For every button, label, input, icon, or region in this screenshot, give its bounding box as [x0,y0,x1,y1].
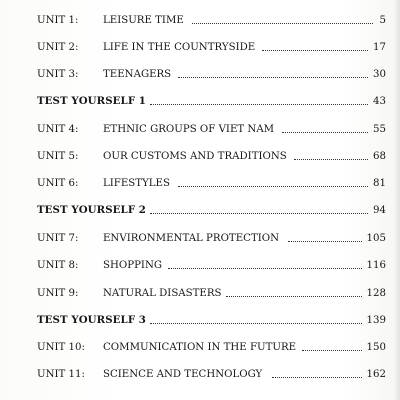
unit-title: SCIENCE AND TECHNOLOGY [103,369,263,380]
toc-entry[interactable] [0,231,400,246]
toc-entry[interactable] [0,286,400,301]
unit-number: UNIT 5: [37,151,79,162]
toc-entry-test[interactable] [0,203,400,218]
unit-title: LIFE IN THE COUNTRYSIDE [103,42,256,53]
page-number: 150 [366,342,386,353]
unit-title: LIFESTYLES [103,178,170,189]
unit-number: UNIT 2: [37,42,79,53]
toc-entry[interactable] [0,258,400,273]
page-number: 116 [366,260,386,271]
page-number: 105 [366,233,386,244]
unit-title: OUR CUSTOMS AND TRADITIONS [103,151,287,162]
dot-leader [168,268,362,269]
toc-entry-test[interactable] [0,94,400,109]
unit-title: TEENAGERS [103,69,172,80]
unit-number: UNIT 8: [37,260,79,271]
toc-entry[interactable] [0,13,400,28]
page-number: 5 [379,15,386,26]
unit-number: UNIT 11: [37,369,85,380]
unit-title: NATURAL DISASTERS [103,288,222,299]
toc-entry[interactable] [0,40,400,55]
unit-number: UNIT 7: [37,233,79,244]
dot-leader [226,296,362,297]
page-number: 139 [366,315,386,326]
page-number: 17 [373,42,386,53]
unit-number: UNIT 6: [37,178,79,189]
page-number: 94 [373,205,386,216]
page-number: 55 [373,124,386,135]
toc-entry[interactable] [0,67,400,82]
unit-number: UNIT 3: [37,69,79,80]
test-heading: TEST YOURSELF 2 [37,204,146,216]
dot-leader [178,77,368,78]
unit-title: SHOPPING [103,260,163,271]
page-number: 128 [366,288,386,299]
page-number: 81 [373,178,386,189]
toc-entry[interactable] [0,176,400,191]
page-number: 43 [373,96,386,107]
dot-leader [150,213,368,214]
page-edge-shadow [394,0,400,400]
toc-entry[interactable] [0,340,400,355]
test-heading: TEST YOURSELF 1 [37,95,146,107]
toc-entry[interactable] [0,149,400,164]
unit-title: COMMUNICATION IN THE FUTURE [103,342,297,353]
toc-entry[interactable] [0,367,400,382]
test-heading: TEST YOURSELF 3 [37,314,146,326]
unit-number: UNIT 4: [37,124,79,135]
page-number: 162 [366,369,386,380]
dot-leader [178,186,368,187]
unit-title: ETHNIC GROUPS OF VIET NAM [103,124,275,135]
unit-number: UNIT 1: [37,15,79,26]
page-number: 30 [373,69,386,80]
dot-leader [150,104,368,105]
unit-title: LEISURE TIME [103,15,184,26]
dot-leader [150,323,362,324]
unit-number: UNIT 10: [37,342,85,353]
unit-number: UNIT 9: [37,288,79,299]
toc-entry-test[interactable] [0,313,400,328]
unit-title: ENVIRONMENTAL PROTECTION [103,233,280,244]
page-number: 68 [373,151,386,162]
toc-entry[interactable] [0,122,400,137]
